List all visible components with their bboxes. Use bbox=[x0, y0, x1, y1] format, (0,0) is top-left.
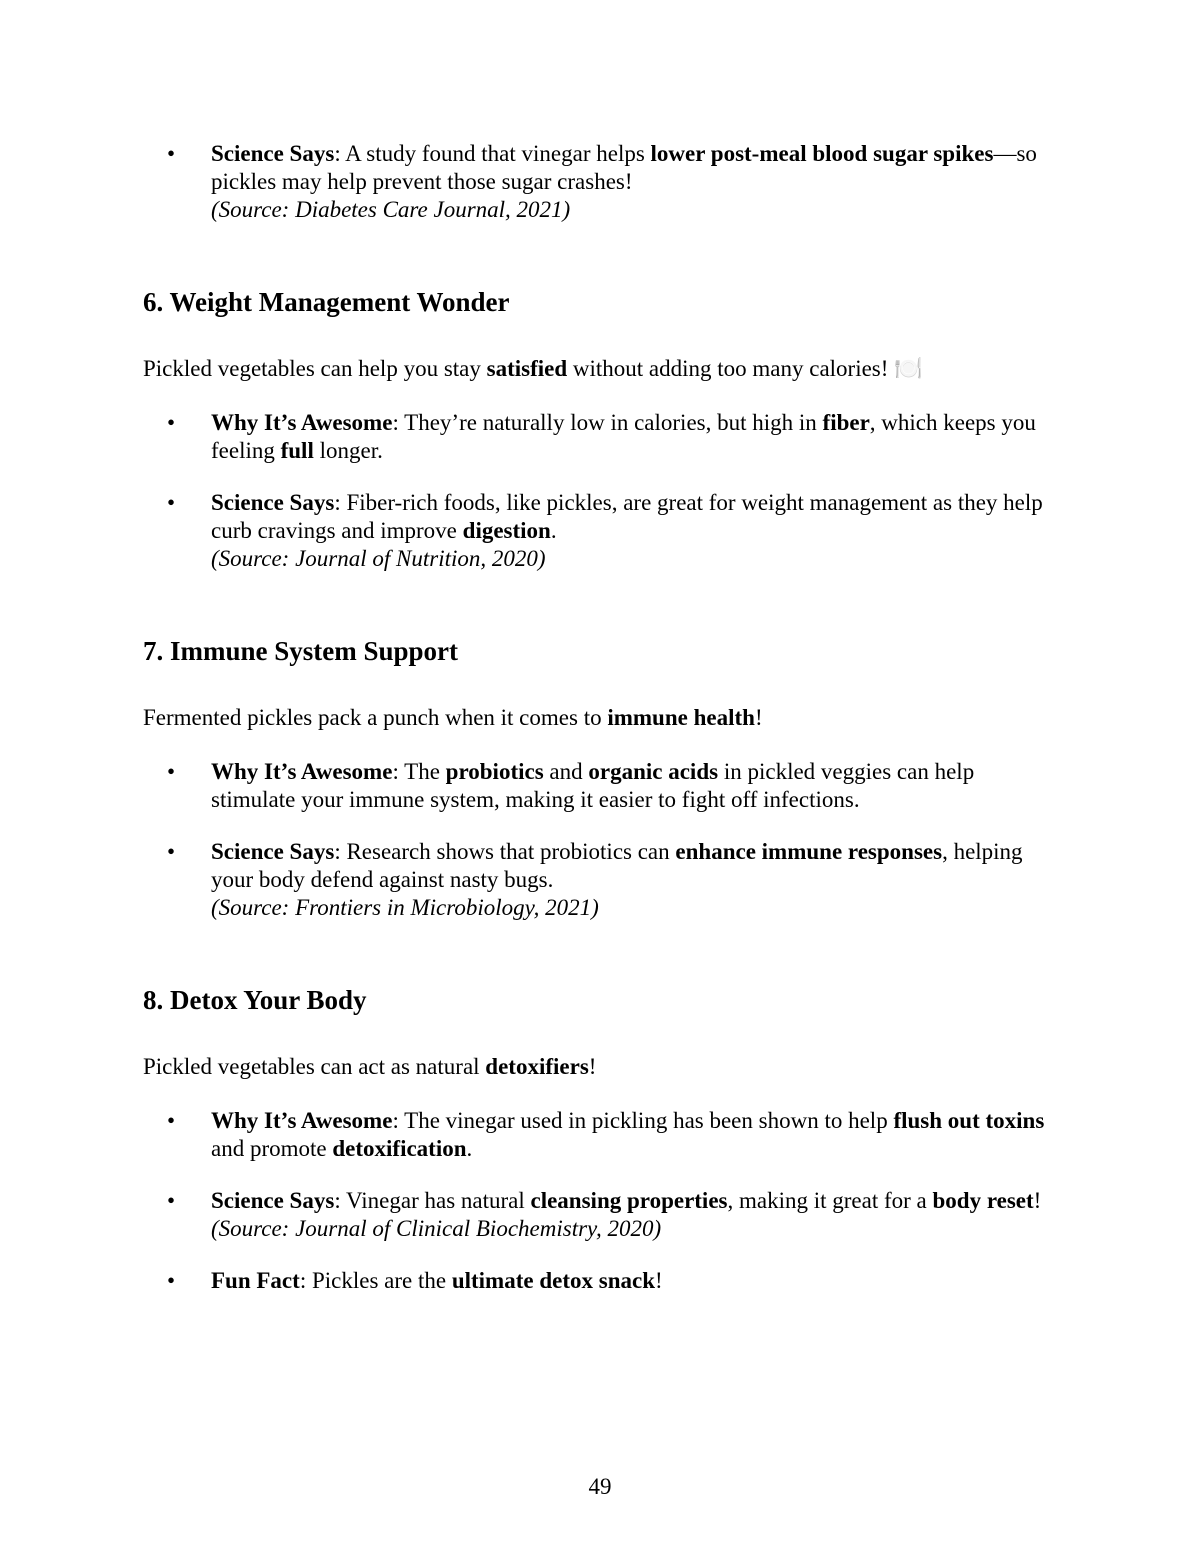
heading-weight-management-wonder: 6. Weight Management Wonder bbox=[143, 287, 510, 317]
text-run-bold: lower post-meal blood sugar spikes bbox=[650, 141, 994, 166]
text-run-bold: ultimate detox snack bbox=[451, 1268, 655, 1293]
source-citation: (Source: Frontiers in Microbiology, 2021) bbox=[211, 895, 599, 920]
text-run: ! bbox=[655, 1268, 663, 1293]
text-run-bold: Science Says bbox=[211, 1188, 335, 1213]
text-run: and promote bbox=[211, 1136, 333, 1161]
text-run-bold: probiotics bbox=[445, 759, 544, 784]
text-run: , helping your body defend against nasty bugs. bbox=[211, 839, 1023, 892]
text-run-bold: Why It’s Awesome bbox=[211, 410, 393, 435]
text-run: : Vinegar has natural bbox=[334, 1188, 531, 1213]
text-run-bold: immune health bbox=[607, 705, 755, 730]
document-content bbox=[143, 140, 1060, 1295]
list-item bbox=[143, 1187, 1060, 1243]
plate-cutlery-icon: 🍽️ bbox=[894, 356, 923, 381]
heading-detox-your-body: 8. Detox Your Body bbox=[143, 985, 367, 1015]
list-item bbox=[143, 409, 1060, 465]
source-citation: (Source: Journal of Clinical Biochemistry, 2020) bbox=[211, 1216, 662, 1241]
text-run: in pickled veggies can help stimulate your immune system, making it easier to fight off infections. bbox=[211, 759, 975, 812]
list-item bbox=[143, 838, 1060, 922]
text-run: : The vinegar used in pickling has been shown to help bbox=[392, 1108, 894, 1133]
text-run-bold: Science Says bbox=[211, 839, 335, 864]
text-run: , making it great for a bbox=[727, 1188, 933, 1213]
text-run: without adding too many calories! bbox=[567, 356, 895, 381]
text-run-bold: cleansing properties bbox=[530, 1188, 728, 1213]
text-run-bold: Why It’s Awesome bbox=[211, 1108, 393, 1133]
bullet-list-weight-management bbox=[143, 409, 1060, 573]
text-run: . bbox=[550, 518, 557, 543]
text-run: : Pickles are the bbox=[299, 1268, 452, 1293]
text-run-bold: enhance immune responses bbox=[675, 839, 943, 864]
text-run: —so pickles may help prevent those sugar crashes! bbox=[211, 141, 1037, 194]
text-run: ! bbox=[754, 705, 763, 730]
text-run-bold: organic acids bbox=[588, 759, 719, 784]
text-run: ! bbox=[588, 1054, 597, 1079]
list-item bbox=[143, 489, 1060, 573]
heading-immune-system-support: 7. Immune System Support bbox=[143, 636, 459, 666]
text-run-bold: digestion bbox=[462, 518, 551, 543]
intro-detox bbox=[143, 1053, 1060, 1081]
text-run: : The bbox=[392, 759, 446, 784]
bullet-list-blood-sugar bbox=[143, 140, 1060, 224]
text-run-bold: body reset bbox=[932, 1188, 1034, 1213]
text-run-bold: full bbox=[280, 438, 314, 463]
list-item bbox=[143, 1107, 1060, 1163]
text-run: : They’re naturally low in calories, but high in bbox=[392, 410, 823, 435]
text-run: and bbox=[543, 759, 589, 784]
text-run: longer. bbox=[313, 438, 383, 463]
text-run: Fermented pickles pack a punch when it comes to bbox=[143, 705, 608, 730]
text-run: Pickled vegetables can act as natural bbox=[143, 1054, 486, 1079]
bullet-list-immune-support bbox=[143, 758, 1060, 922]
text-run: : A study found that vinegar helps bbox=[334, 141, 651, 166]
source-citation: (Source: Journal of Nutrition, 2020) bbox=[211, 546, 546, 571]
bullet-list-detox bbox=[143, 1107, 1060, 1295]
intro-weight-management bbox=[143, 355, 1060, 383]
text-run-bold: detoxification bbox=[332, 1136, 467, 1161]
source-citation: (Source: Diabetes Care Journal, 2021) bbox=[211, 197, 571, 222]
text-run-bold: flush out toxins bbox=[893, 1108, 1045, 1133]
text-run-bold: Why It’s Awesome bbox=[211, 759, 393, 784]
text-run-bold: satisfied bbox=[486, 356, 568, 381]
text-run-bold: Science Says bbox=[211, 490, 335, 515]
list-item bbox=[143, 758, 1060, 814]
list-item bbox=[143, 140, 1060, 224]
page-number: 49 bbox=[588, 1474, 612, 1499]
text-run: ! bbox=[1033, 1188, 1042, 1213]
text-run-bold: Science Says bbox=[211, 141, 335, 166]
text-run-bold: fiber bbox=[822, 410, 870, 435]
text-run: , which keeps you feeling bbox=[211, 410, 1036, 463]
text-run: . bbox=[466, 1136, 473, 1161]
text-run-bold: detoxifiers bbox=[485, 1054, 589, 1079]
text-run: Pickled vegetables can help you stay bbox=[143, 356, 487, 381]
text-run-bold: Fun Fact bbox=[211, 1268, 300, 1293]
intro-immune-support bbox=[143, 704, 1060, 732]
text-run: : Fiber-rich foods, like pickles, are great for weight management as they help curb cravings and improve bbox=[211, 490, 1043, 543]
list-item bbox=[143, 1267, 1060, 1295]
text-run: : Research shows that probiotics can bbox=[334, 839, 676, 864]
